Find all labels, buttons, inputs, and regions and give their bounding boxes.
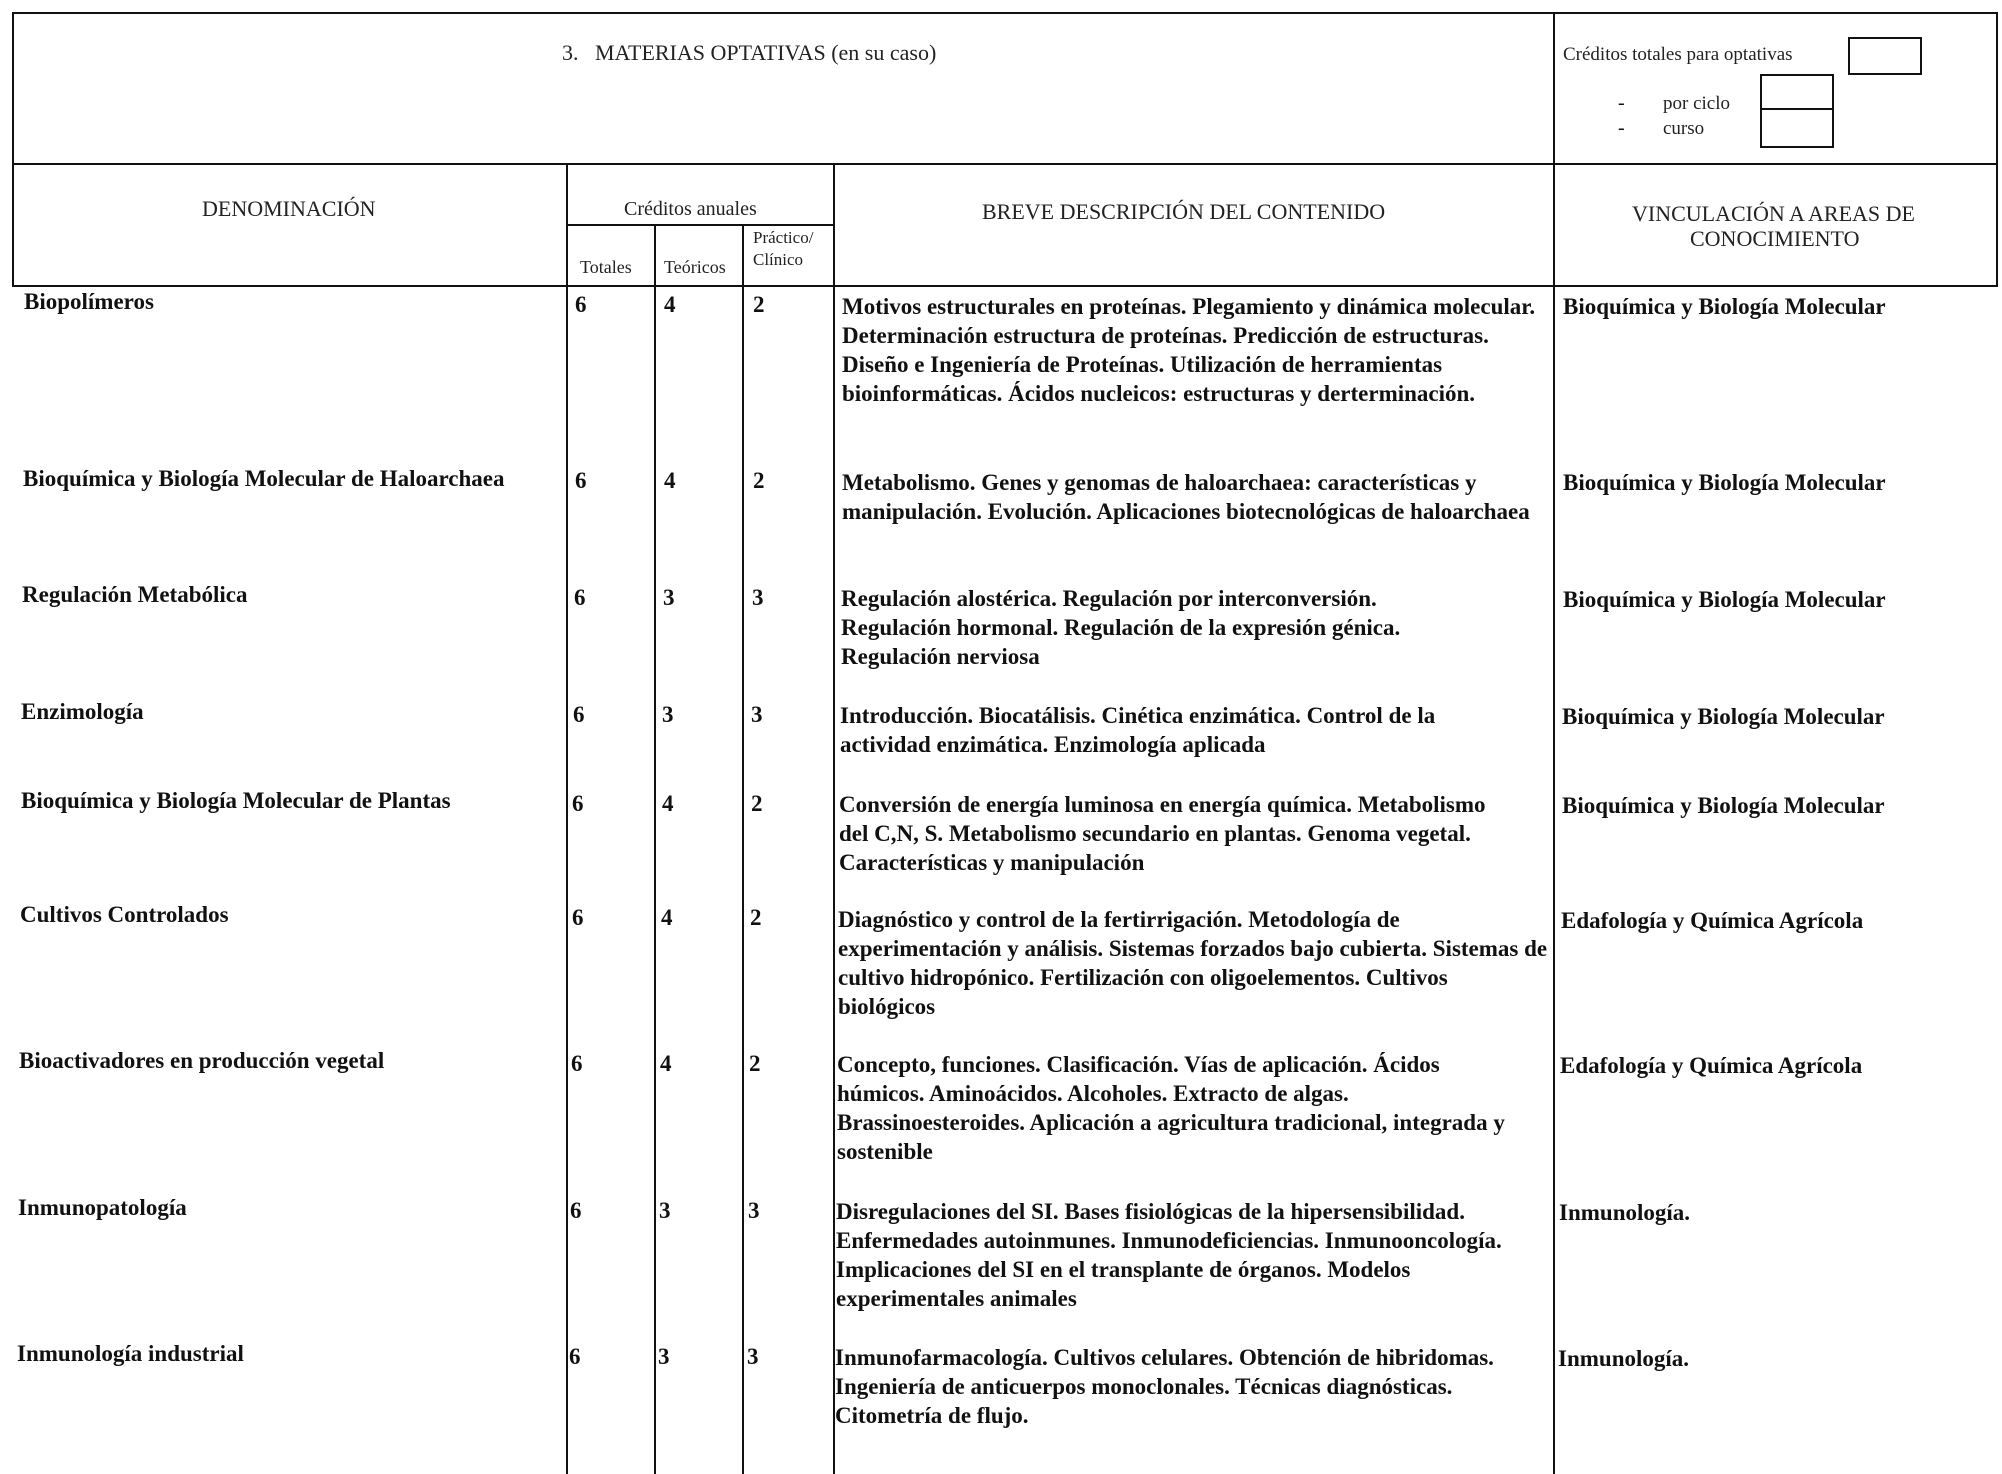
curso-dash: - — [1618, 117, 1625, 139]
denominacion-divider — [566, 163, 568, 1474]
knowledge-area: Bioquímica y Biología Molecular — [1562, 704, 1885, 729]
col-header-clinico: Clínico — [753, 250, 804, 269]
subject-name: Cultivos Controlados — [20, 902, 229, 927]
table-left-border — [12, 12, 14, 286]
credits-theory: 4 — [661, 905, 673, 930]
col-header-conocimiento: CONOCIMIENTO — [1690, 226, 1860, 251]
knowledge-area: Bioquímica y Biología Molecular — [1562, 793, 1885, 818]
col-header-denominacion: DENOMINACIÓN — [202, 196, 376, 221]
credits-total-label: Créditos totales para optativas — [1563, 44, 1793, 65]
credits-practice: 3 — [751, 702, 763, 727]
credits-practice: 2 — [750, 905, 762, 930]
table-right-border — [1996, 12, 1998, 286]
credits-theory: 3 — [659, 1198, 671, 1223]
credits-practice: 2 — [753, 292, 765, 317]
col-header-practico: Práctico/ — [753, 228, 814, 247]
curso-box — [1760, 108, 1834, 148]
credits-subheader-separator — [566, 224, 834, 226]
table-top-border — [12, 12, 1998, 14]
col-header-teoricos: Teóricos — [664, 257, 726, 277]
knowledge-area: Bioquímica y Biología Molecular — [1563, 294, 1886, 319]
totales-divider — [654, 224, 656, 1474]
credits-theory: 3 — [663, 585, 675, 610]
por-ciclo-label: por ciclo — [1663, 93, 1731, 114]
credits-total: 6 — [575, 468, 587, 493]
header-separator — [12, 163, 1998, 165]
subject-name: Bioquímica y Biología Molecular de Haloarchaea — [23, 466, 505, 491]
col-header-vinculacion: VINCULACIÓN A AREAS DE — [1632, 201, 1915, 226]
subject-description: Motivos estructurales en proteínas. Plegamiento y dinámica molecular. Determinación estructura de proteínas. Predicción de estructuras. Diseño e Ingeniería de Proteínas. Utilización de herramientas bioinformáticas. Ácidos nucleicos: estructuras y derterminación. — [842, 294, 1536, 406]
knowledge-area: Edafología y Química Agrícola — [1560, 1053, 1863, 1078]
knowledge-area: Edafología y Química Agrícola — [1561, 908, 1864, 933]
subject-description: Introducción. Biocatálisis. Cinética enzimática. Control de la actividad enzimática. Enzimología aplicada — [840, 703, 1436, 757]
subject-description: Regulación alostérica. Regulación por interconversión. Regulación hormonal. Regulación de la expresión génica. Regulación nerviosa — [841, 586, 1401, 669]
subject-description: Diagnóstico y control de la fertirrigación. Metodología de experimentación y análisis. Sistemas forzados bajo cubierta. Sistemas de cultivo hidropónico. Fertilización con oligoelementos. Cultivos biológicos — [838, 907, 1548, 1019]
section-number: 3. — [562, 40, 579, 65]
knowledge-area: Bioquímica y Biología Molecular — [1563, 470, 1886, 495]
subject-description: Metabolismo. Genes y genomas de haloarchaea: características y manipulación. Evolución. Aplicaciones biotecnológicas de haloarchaea — [842, 470, 1530, 524]
subject-name: Inmunología industrial — [17, 1341, 244, 1366]
credits-total: 6 — [570, 1198, 582, 1223]
credits-total: 6 — [569, 1344, 581, 1369]
credits-total: 6 — [575, 292, 587, 317]
col-header-descripcion: BREVE DESCRIPCIÓN DEL CONTENIDO — [982, 199, 1386, 224]
knowledge-area: Bioquímica y Biología Molecular — [1563, 587, 1886, 612]
credits-total: 6 — [572, 791, 584, 816]
section-heading: MATERIAS OPTATIVAS (en su caso) — [595, 40, 937, 65]
credits-total-box — [1848, 37, 1922, 75]
col-header-creditos-anuales: Créditos anuales — [624, 198, 757, 220]
col-header-totales: Totales — [580, 257, 632, 277]
subject-name: Bioquímica y Biología Molecular de Plantas — [21, 788, 451, 813]
credits-theory: 3 — [662, 702, 674, 727]
subject-name: Bioactivadores en producción vegetal — [19, 1048, 385, 1073]
credits-theory: 3 — [658, 1344, 670, 1369]
knowledge-area: Inmunología. — [1558, 1346, 1690, 1371]
subject-description: Disregulaciones del SI. Bases fisiológicas de la hipersensibilidad. Enfermedades autoinmunes. Inmunodeficiencias. Inmunooncología. Implicaciones del SI en el transplante de órganos. Modelos experimentales animales — [836, 1199, 1502, 1311]
credits-practice: 3 — [752, 585, 764, 610]
credits-total: 6 — [573, 702, 585, 727]
subject-description: Inmunofarmacología. Cultivos celulares. Obtención de hibridomas. Ingeniería de anticuerpos monoclonales. Técnicas diagnósticas. Citometría de flujo. — [835, 1345, 1494, 1428]
practicos-divider — [833, 163, 835, 1474]
credits-total: 6 — [572, 905, 584, 930]
knowledge-area: Inmunología. — [1559, 1200, 1691, 1225]
credits-theory: 4 — [664, 292, 676, 317]
subject-description: Conversión de energía luminosa en energía química. Metabolismo del C,N, S. Metabolismo secundario en plantas. Genoma vegetal. Características y manipulación — [839, 792, 1486, 875]
credits-practice: 2 — [749, 1051, 761, 1076]
credits-theory: 4 — [662, 791, 674, 816]
credits-practice: 2 — [753, 468, 765, 493]
subject-description: Concepto, funciones. Clasificación. Vías de aplicación. Ácidos húmicos. Aminoácidos. Alcoholes. Extracto de algas. Brassinoesteroides. Aplicación a agricultura tradicional, integrada y sostenible — [837, 1052, 1505, 1164]
credits-practice: 2 — [751, 791, 763, 816]
subject-name: Biopolímeros — [24, 289, 154, 314]
subject-name: Regulación Metabólica — [22, 582, 248, 607]
descripcion-divider — [1553, 163, 1555, 1474]
credits-practice: 3 — [747, 1344, 759, 1369]
subject-name: Enzimología — [21, 699, 144, 724]
credits-total: 6 — [571, 1051, 583, 1076]
subject-name: Inmunopatología — [18, 1195, 187, 1220]
teoricos-divider — [742, 224, 744, 1474]
curso-label: curso — [1663, 118, 1705, 139]
credits-total: 6 — [574, 585, 586, 610]
section-title — [562, 40, 936, 66]
credits-theory: 4 — [664, 468, 676, 493]
credits-theory: 4 — [660, 1051, 672, 1076]
por-ciclo-dash: - — [1618, 92, 1625, 114]
credits-practice: 3 — [748, 1198, 760, 1223]
column-header-separator — [12, 285, 1998, 287]
